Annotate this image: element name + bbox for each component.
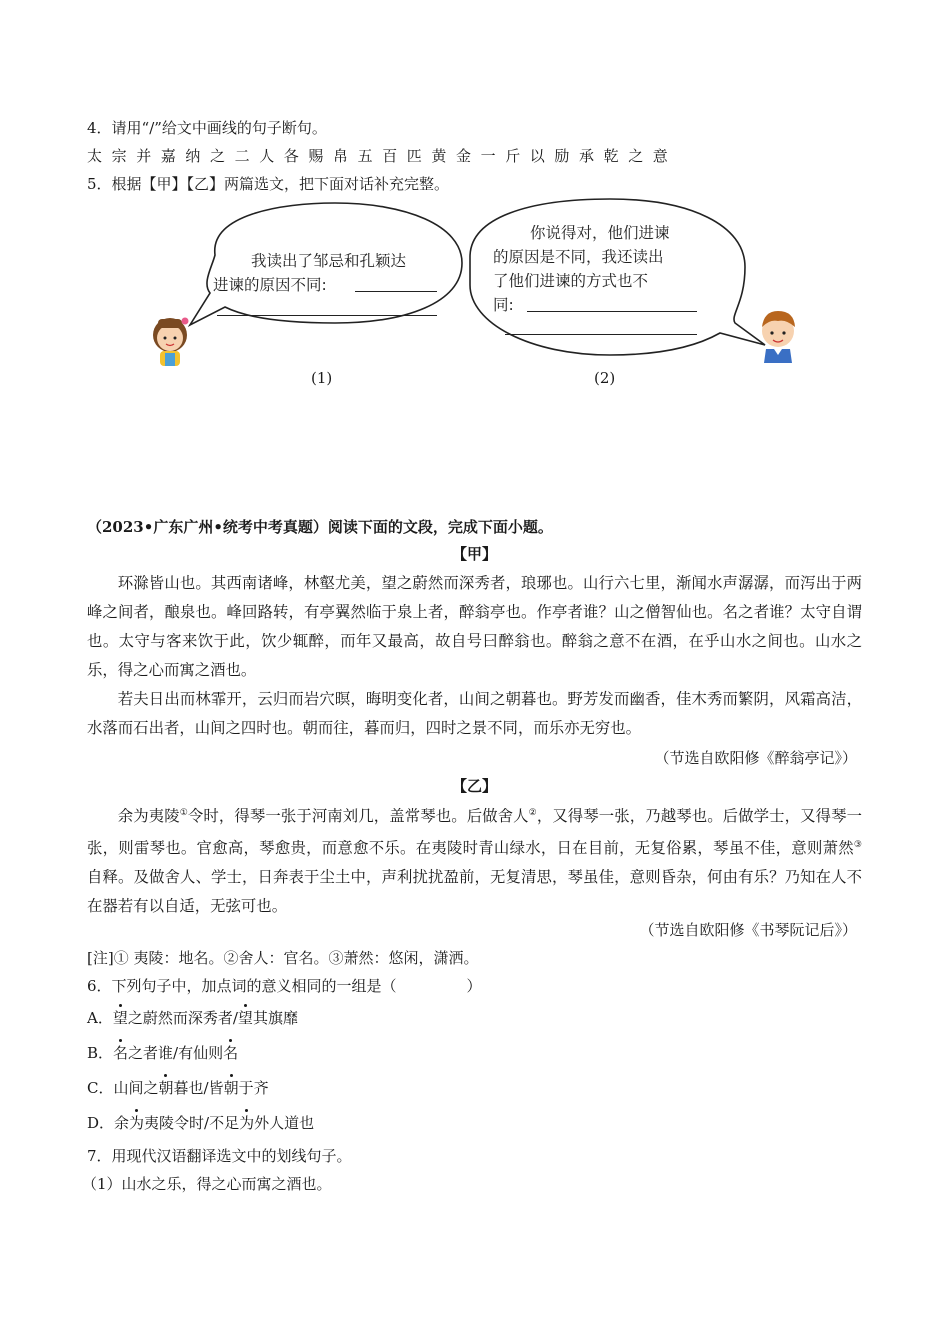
jia-source: （节选自欧阳修《醉翁亭记》） (654, 749, 857, 767)
q5-stem: 5．根据【甲】【乙】两篇选文，把下面对话补充完整。 (87, 175, 450, 193)
q6-option-d[interactable]: D．余为夷陵令时/不足为外人道也 (87, 1114, 315, 1132)
yi-footnote-1: ① (179, 808, 188, 818)
yi-paragraph: 余为夷陵①令时，得琴一张于河南刘几，盖常琴也。后做舍人②，又得琴一张，乃越琴也。后做学士，又得琴一张，则雷琴也。官愈高，琴愈贵，而意愈不乐。在夷陵时青山绿水，日在目前，无复俗累，琴虽不佳，意则萧然③自释。及做舍人、学士，日奔表于尘土中，声利扰扰盈前，无复清思，琴虽佳，意则昏杂，何由有乐？乃知在人不在器若有以自适，无弦可也。 (87, 807, 862, 916)
q7-item-1: （1）山水之乐，得之心而寓之酒也。 (82, 1175, 332, 1193)
yi-source: （节选自欧阳修《书琴阮记后》） (639, 921, 857, 939)
section-intro: （2023•广东广州•统考中考真题）阅读下面的文段，完成下面小题。 (87, 518, 553, 536)
bubble2-line2: 的原因是不同，我还读出 (493, 248, 664, 266)
bubble2-line1: 你说得对，他们进谏 (530, 224, 670, 242)
q6-option-b[interactable]: B．名之者谁/有仙则名 (87, 1044, 239, 1062)
q7-stem: 7．用现代汉语翻译选文中的划线句子。 (87, 1147, 352, 1165)
yi-footnote-3: ③ (853, 840, 862, 851)
jia-paragraph-1: 环滁皆山也。其西南诸峰，林壑尤美，望之蔚然而深秀者，琅琊也。山行六七里，渐闻水声潺潺，而泻出于两峰之间者，酿泉也。峰回路转，有亭翼然临于泉上者，醉翁亭也。作亭者谁？山之僧智仙也。名之者谁？太守自谓也。太守与客来饮于此，饮少辄醉，而年又最高，故自号曰醉翁也。醉翁之意不在酒，在乎山水之间也。山水之乐，得之心而寓之酒也。 (87, 574, 862, 679)
bubble2-line4: 同: (493, 296, 514, 314)
yi-footnote-2: ② (528, 808, 537, 818)
bubble1-line1: 我读出了邹忌和孔颖达 (251, 252, 407, 270)
bubble2-caption: (2) (594, 369, 616, 387)
bubble2-answer-blank2[interactable] (505, 334, 697, 335)
jia-title: 【甲】 (451, 545, 497, 563)
girl-avatar-icon (153, 318, 189, 367)
yi-title: 【乙】 (451, 777, 497, 795)
q4-sentence: 太宗并嘉纳之二人各赐帛五百匹黄金一斤以励承乾之意 (87, 147, 678, 165)
bubble1-caption: (1) (311, 369, 333, 387)
boy-avatar-icon (762, 311, 795, 363)
bubble2-answer-blank1[interactable] (527, 311, 697, 312)
annotation-note: [注]① 夷陵：地名。②舍人：官名。③萧然：悠闲，潇洒。 (87, 949, 479, 967)
jia-paragraph-2: 若夫日出而林霏开，云归而岩穴暝，晦明变化者，山间之朝暮也。野芳发而幽香，佳木秀而繁阴，风霜高洁，水落而石出者，山间之四时也。朝而往，暮而归，四时之景不同，而乐亦无穷也。 (87, 690, 862, 737)
q6-stem: 6．下列句子中，加点词的意义相同的一组是（ ） (87, 977, 482, 995)
bubble1-line2: 进谏的原因不同: (213, 276, 327, 294)
bubble1-answer-blank1[interactable] (355, 291, 437, 292)
bubble2-line3: 了他们进谏的方式也不 (493, 272, 649, 290)
q4-stem: 4．请用“/”给文中画线的句子断句。 (87, 119, 327, 137)
q6-option-a[interactable]: A．望之蔚然而深秀者/望其旗靡 (87, 1009, 298, 1027)
q6-option-c[interactable]: C．山间之朝暮也/皆朝于齐 (87, 1079, 269, 1097)
dialogue-illustration (0, 195, 950, 395)
bubble1-answer-blank2[interactable] (217, 315, 437, 316)
